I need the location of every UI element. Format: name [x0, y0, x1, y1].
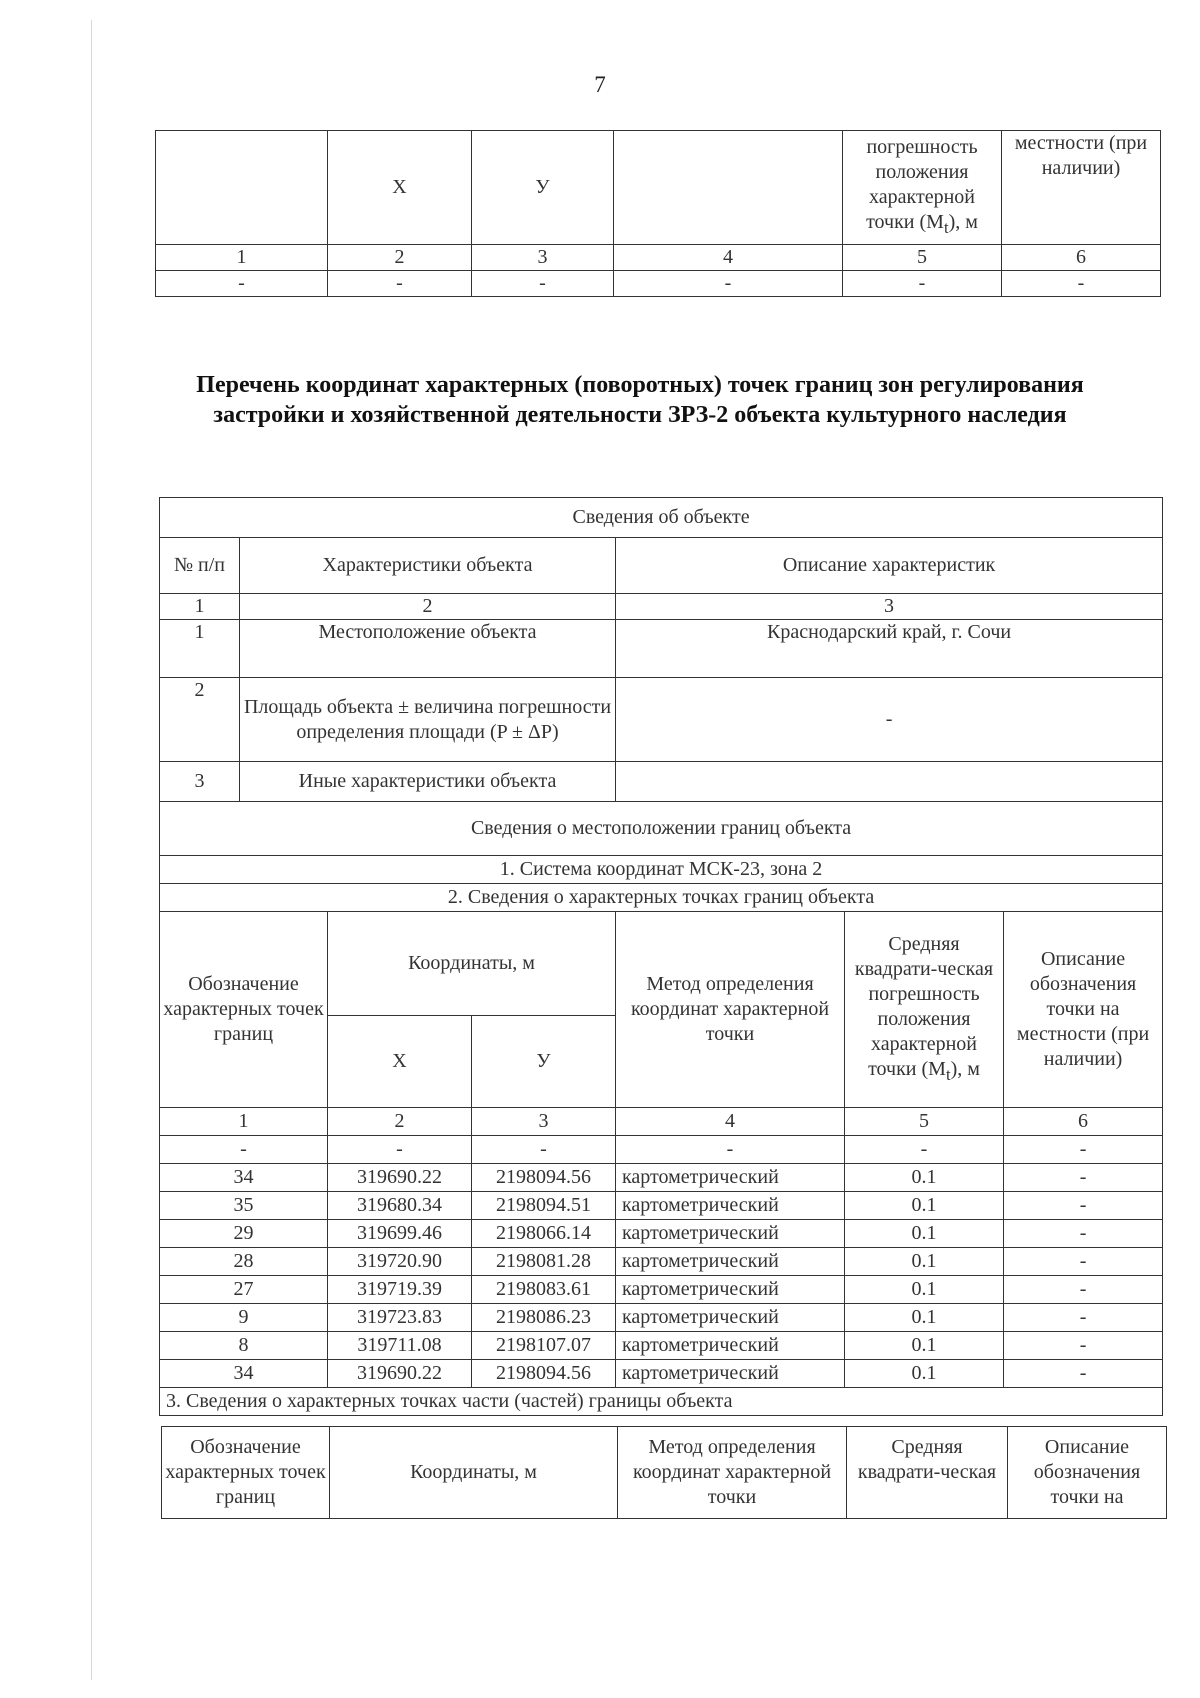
point-description: -: [1004, 1192, 1163, 1220]
object-info-table: [159, 497, 1163, 1416]
col-characteristics-header: Характеристики объекта: [240, 538, 616, 594]
point-id: 9: [160, 1304, 328, 1332]
location-caption: Сведения о местоположении границ объекта: [160, 802, 1163, 856]
table-row: [160, 884, 1163, 912]
characteristic-name: Иные характеристики объекта: [240, 762, 616, 802]
header-y: У: [472, 1016, 616, 1108]
header-description: Описание обозначения точки на: [1008, 1427, 1167, 1519]
point-y: 2198066.14: [472, 1220, 616, 1248]
point-accuracy: 0.1: [845, 1164, 1004, 1192]
header-accuracy: Средняя квадрати-ческая погрешность положения характерной точки $(M_t)$, м: [845, 912, 1004, 1108]
point-accuracy: 0.1: [845, 1192, 1004, 1220]
col-number: 1: [156, 245, 328, 271]
point-method: картометрический: [616, 1248, 845, 1276]
header-coordinates: Координаты, м: [328, 912, 616, 1016]
col-number: 5: [845, 1108, 1004, 1136]
header-method: Метод определения координат характерной точки: [616, 912, 845, 1108]
table-row: [160, 1276, 1163, 1304]
table-row: [160, 1332, 1163, 1360]
number-row: [156, 245, 1161, 271]
characteristic-name: Местоположение объекта: [240, 620, 616, 678]
dash-cell: -: [472, 271, 614, 297]
table-row: [160, 1388, 1163, 1416]
number-row: [160, 594, 1163, 620]
col-number: 3: [472, 1108, 616, 1136]
table-row: [160, 1164, 1163, 1192]
point-method: картометрический: [616, 1360, 845, 1388]
point-y: 2198107.07: [472, 1332, 616, 1360]
row-number: 2: [160, 678, 240, 762]
header-description: Описание обозначения точки на местности (при наличии): [1004, 912, 1163, 1108]
table-row: [160, 856, 1163, 884]
table-row: [156, 131, 1161, 245]
header-point-designation: Обозначение характерных точек границ: [160, 912, 328, 1108]
point-x: 319690.22: [328, 1164, 472, 1192]
point-y: 2198086.23: [472, 1304, 616, 1332]
characteristic-value: [616, 762, 1163, 802]
point-description: -: [1004, 1332, 1163, 1360]
header-cell-4: [614, 131, 843, 245]
header-method: Метод определения координат характерной точки: [618, 1427, 847, 1519]
table-row: [160, 1360, 1163, 1388]
point-method: картометрический: [616, 1192, 845, 1220]
table-row: [160, 1304, 1163, 1332]
point-accuracy: 0.1: [845, 1248, 1004, 1276]
table-row: [160, 678, 1163, 762]
col-number: 4: [614, 245, 843, 271]
col-number: 5: [843, 245, 1002, 271]
dash-cell: -: [160, 1136, 328, 1164]
table-row: [160, 802, 1163, 856]
point-method: картометрический: [616, 1220, 845, 1248]
table-row: [160, 1192, 1163, 1220]
header-accuracy: погрешность положения характерной точки $(M_t)$, м: [843, 131, 1002, 245]
point-id: 8: [160, 1332, 328, 1360]
point-description: -: [1004, 1360, 1163, 1388]
header-description: местности (при наличии): [1002, 131, 1161, 245]
header-cell-1: [156, 131, 328, 245]
header-x: Х: [328, 131, 472, 245]
point-x: 319723.83: [328, 1304, 472, 1332]
point-accuracy: 0.1: [845, 1304, 1004, 1332]
col-number: 3: [472, 245, 614, 271]
point-description: -: [1004, 1276, 1163, 1304]
table-row: [160, 762, 1163, 802]
dash-cell: -: [328, 271, 472, 297]
row-number: 3: [160, 762, 240, 802]
point-id: 34: [160, 1360, 328, 1388]
point-x: 319690.22: [328, 1360, 472, 1388]
point-y: 2198094.56: [472, 1360, 616, 1388]
parts-table: [161, 1426, 1167, 1519]
point-description: -: [1004, 1304, 1163, 1332]
header-coordinates: Координаты, м: [330, 1427, 618, 1519]
point-accuracy: 0.1: [845, 1360, 1004, 1388]
number-row: [160, 1108, 1163, 1136]
characteristic-value: -: [616, 678, 1163, 762]
table-row: [160, 498, 1163, 538]
page-number: 7: [594, 72, 606, 97]
point-x: 319680.34: [328, 1192, 472, 1220]
table-row: [162, 1427, 1167, 1519]
point-y: 2198094.51: [472, 1192, 616, 1220]
col-number: 1: [160, 594, 240, 620]
point-method: картометрический: [616, 1276, 845, 1304]
col-number: 6: [1002, 245, 1161, 271]
table-row: [160, 912, 1163, 1016]
point-description: -: [1004, 1220, 1163, 1248]
dash-row: [156, 271, 1161, 297]
point-id: 29: [160, 1220, 328, 1248]
table-row: [160, 538, 1163, 594]
point-accuracy: 0.1: [845, 1332, 1004, 1360]
dash-cell: -: [843, 271, 1002, 297]
point-x: 319719.39: [328, 1276, 472, 1304]
col-number: 2: [328, 1108, 472, 1136]
row-number: 1: [160, 620, 240, 678]
point-id: 28: [160, 1248, 328, 1276]
point-description: -: [1004, 1164, 1163, 1192]
page-margin-line: [91, 20, 92, 1680]
table-row: [160, 1220, 1163, 1248]
dash-cell: -: [614, 271, 843, 297]
point-id: 27: [160, 1276, 328, 1304]
point-y: 2198083.61: [472, 1276, 616, 1304]
point-id: 34: [160, 1164, 328, 1192]
dash-row: [160, 1136, 1163, 1164]
point-y: 2198081.28: [472, 1248, 616, 1276]
dash-cell: -: [616, 1136, 845, 1164]
dash-cell: -: [1004, 1136, 1163, 1164]
header-point-designation: Обозначение характерных точек границ: [162, 1427, 330, 1519]
point-accuracy: 0.1: [845, 1220, 1004, 1248]
point-x: 319699.46: [328, 1220, 472, 1248]
characteristic-value: Краснодарский край, г. Сочи: [616, 620, 1163, 678]
header-accuracy: Средняя квадрати-ческая: [847, 1427, 1008, 1519]
point-description: -: [1004, 1248, 1163, 1276]
point-method: картометрический: [616, 1304, 845, 1332]
table-row: [160, 620, 1163, 678]
characteristic-name: Площадь объекта ± величина погрешности определения площади (P ± ΔP): [240, 678, 616, 762]
col-number: 1: [160, 1108, 328, 1136]
col-no-header: № п/п: [160, 538, 240, 594]
dash-cell: -: [845, 1136, 1004, 1164]
dash-cell: -: [328, 1136, 472, 1164]
col-number: 2: [240, 594, 616, 620]
point-x: 319711.08: [328, 1332, 472, 1360]
coordinate-system: 1. Система координат МСК-23, зона 2: [160, 856, 1163, 884]
dash-cell: -: [1002, 271, 1161, 297]
point-x: 319720.90: [328, 1248, 472, 1276]
col-number: 3: [616, 594, 1163, 620]
points-caption: 2. Сведения о характерных точках границ объекта: [160, 884, 1163, 912]
table-row: [160, 1248, 1163, 1276]
object-info-caption: Сведения об объекте: [160, 498, 1163, 538]
col-number: 2: [328, 245, 472, 271]
point-accuracy: 0.1: [845, 1276, 1004, 1304]
col-number: 6: [1004, 1108, 1163, 1136]
dash-cell: -: [472, 1136, 616, 1164]
col-description-header: Описание характеристик: [616, 538, 1163, 594]
col-number: 4: [616, 1108, 845, 1136]
parts-caption: 3. Сведения о характерных точках части (частей) границы объекта: [160, 1388, 1163, 1416]
point-method: картометрический: [616, 1164, 845, 1192]
continuation-table: [155, 130, 1161, 297]
header-y: У: [472, 131, 614, 245]
point-y: 2198094.56: [472, 1164, 616, 1192]
section-title: Перечень координат характерных (поворотных) точек границ зон регулирования застройки и хозяйственной деятельности ЗРЗ-2 объекта культурного наследия: [196, 372, 1084, 428]
dash-cell: -: [156, 271, 328, 297]
header-x: Х: [328, 1016, 472, 1108]
point-id: 35: [160, 1192, 328, 1220]
point-method: картометрический: [616, 1332, 845, 1360]
